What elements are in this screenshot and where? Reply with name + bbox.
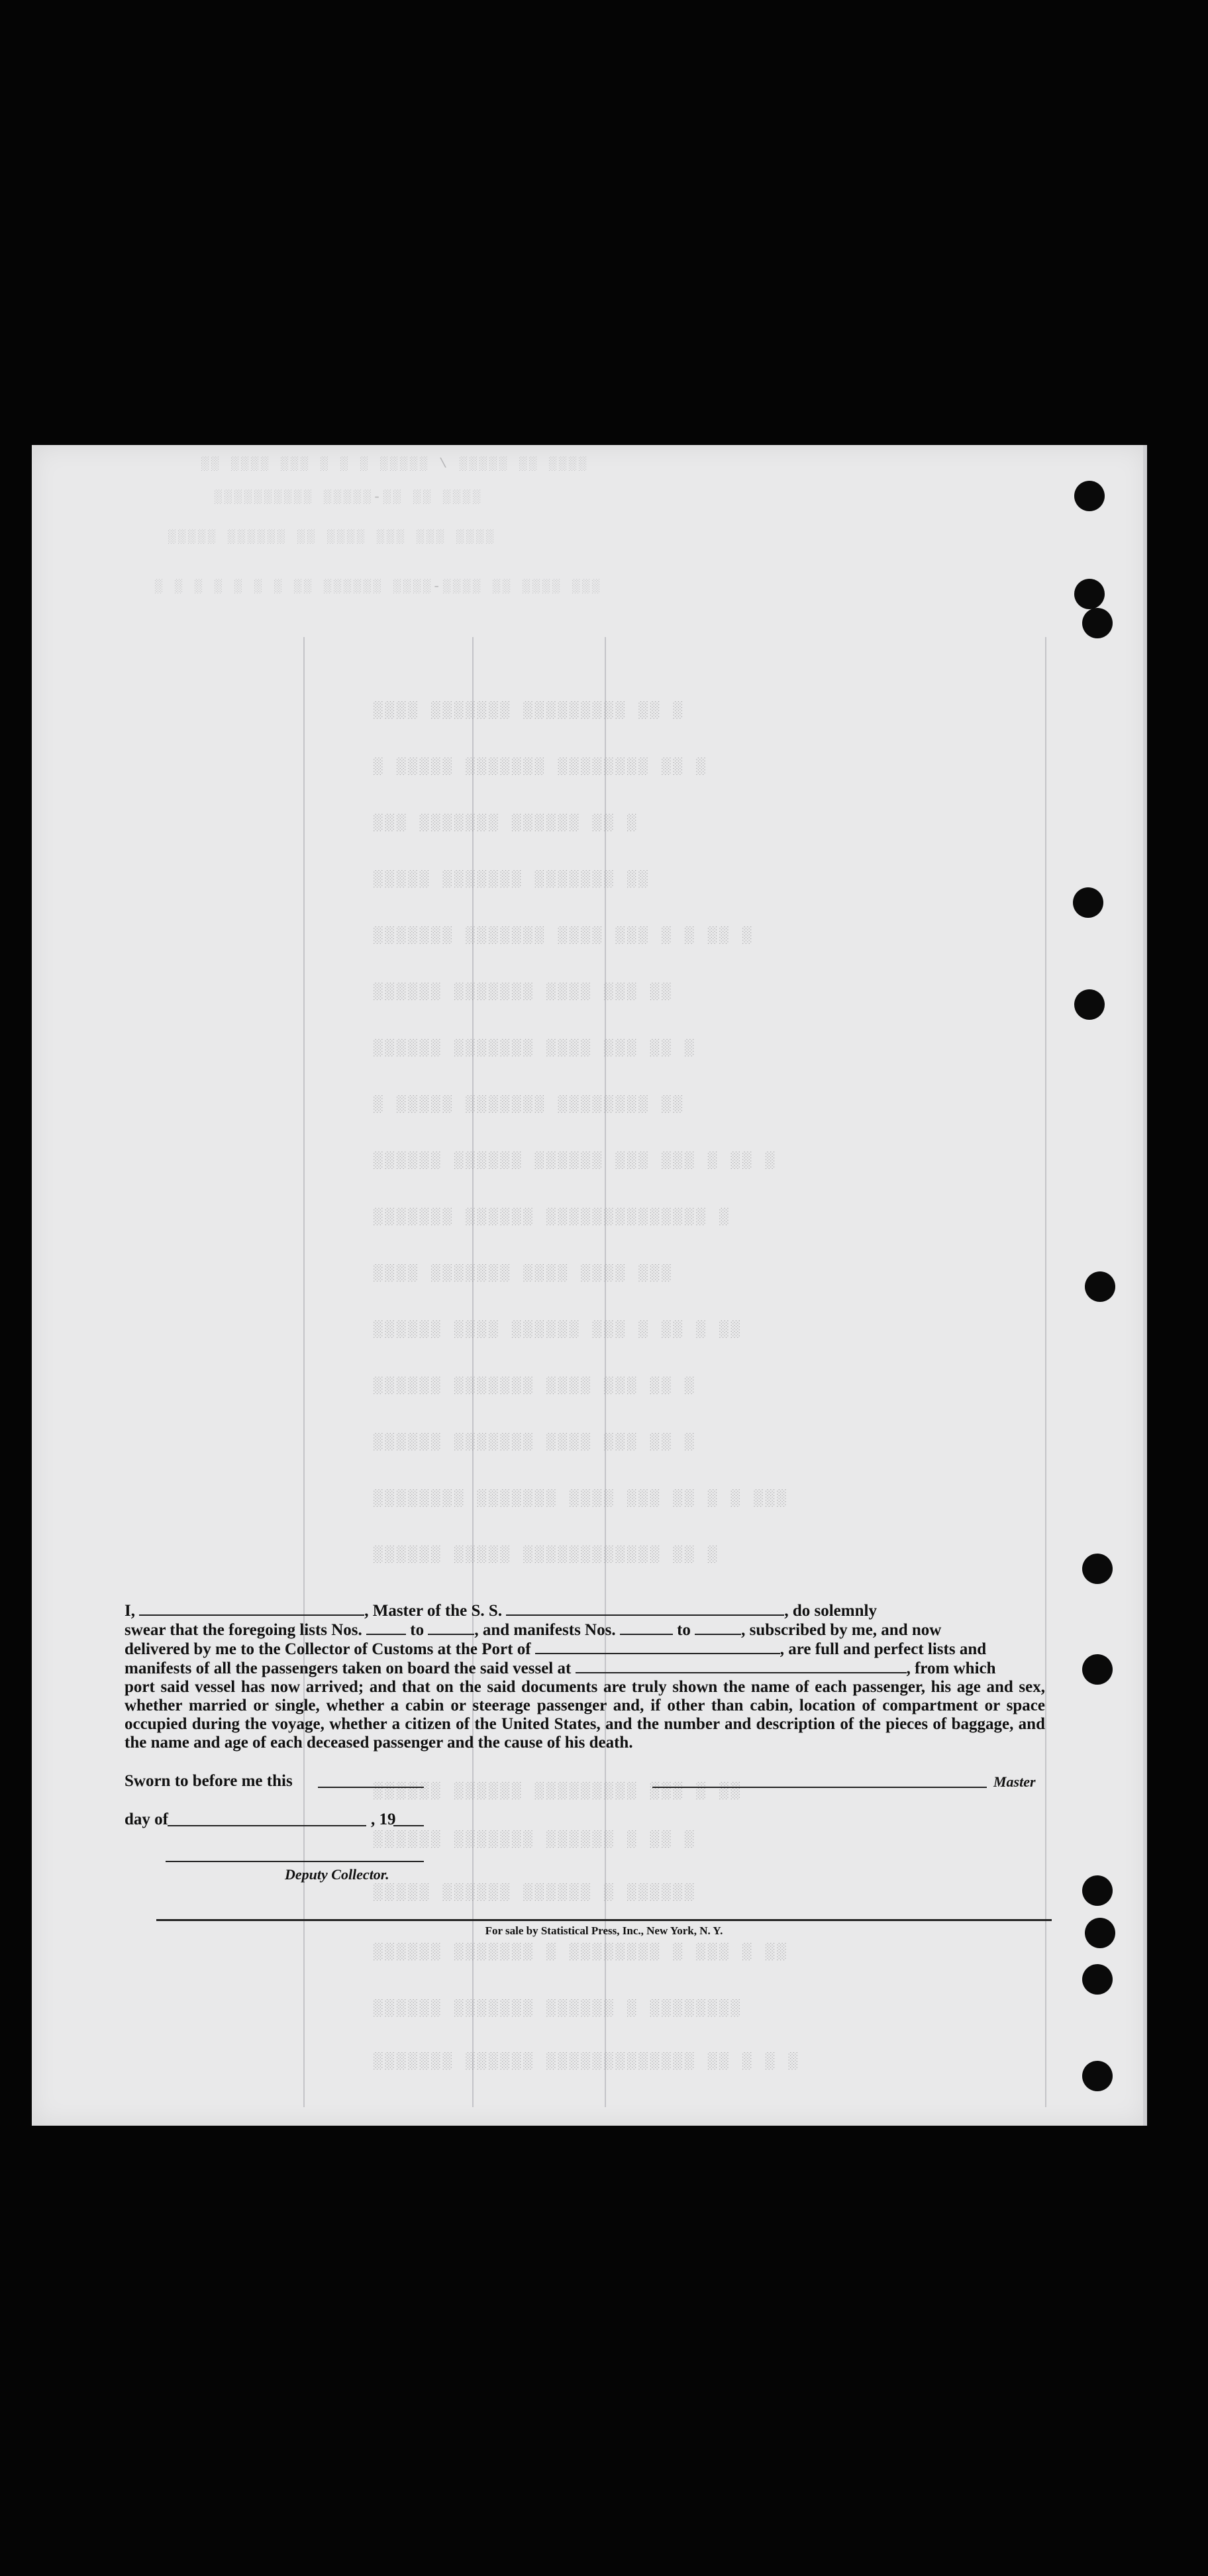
oath-and-manifests: , and manifests Nos.	[474, 1621, 616, 1639]
port-of-arrival-blank	[535, 1640, 780, 1654]
punch-hole	[1082, 1654, 1113, 1685]
punch-hole	[1082, 1554, 1113, 1584]
bleed-through-row: ░░ ░░░░░░░ ░░░░░░░ ░░░░░	[371, 871, 648, 889]
publisher-footer: For sale by Statistical Press, Inc., New York, N. Y.	[485, 1924, 723, 1937]
oath-swear: swear that the foregoing lists Nos.	[125, 1621, 362, 1639]
oath-master-of: , Master of the S. S.	[364, 1602, 503, 1620]
deputy-collector-signature-line	[166, 1861, 424, 1862]
oath-full-perfect: , are full and perfect lists and	[780, 1640, 987, 1658]
bleed-through-header: ░░░ ░░░░ ░░ ░░░░-░░░░ ░░░░░░ ░░ ░ ░ ░ ░ ░ ░ ░	[152, 579, 600, 595]
day-of-label: day of	[125, 1810, 168, 1828]
oath-line-1	[125, 1601, 1045, 1620]
bleed-through-row: ░ ░░ ░ ░░░ ░░░ ░░░░░░ ░░░░░░ ░░░░░░	[371, 1152, 775, 1170]
bleed-through-row: ░ ░░ ░ ░ ░░░ ░░░░ ░░░░░░░ ░░░░░░░	[371, 927, 752, 945]
bleed-through-row: ░ ░░ ░░░ ░░░░ ░░░░░░░ ░░░░░░	[371, 1040, 694, 1058]
oath-to-1: to	[410, 1621, 425, 1639]
year-blank	[393, 1825, 424, 1826]
punch-hole	[1085, 1918, 1115, 1948]
bleed-through-row: ░░░░░░░░ ░ ░░░░░░ ░░░░░░░ ░░░░░░	[371, 2000, 740, 2018]
bleed-through-row: ░░░ ░░░░ ░░░░ ░░░░░░░ ░░░░	[371, 1265, 671, 1283]
sworn-date-blank	[318, 1787, 424, 1788]
bleed-through-row: ░ ░ ░ ░░ ░░░░░░░░░░░░░ ░░░░░░ ░░░░░░░	[371, 2053, 797, 2071]
footer-rule	[156, 1919, 1052, 1921]
bleed-through-header: ░░░░ ░░ ░░░░░ / ░░░░░ ░ ░ ░ ░░░ ░░░░ ░░	[199, 457, 587, 472]
sheet-edge	[1143, 445, 1147, 2126]
lists-to-blank	[428, 1620, 474, 1635]
oath-line-4	[125, 1659, 1045, 1678]
document-sheet	[32, 445, 1147, 2126]
bleed-through-row: ░░ ░ ░░ ░ ░░░ ░░░░░░ ░░░░ ░░░░░░	[371, 1321, 740, 1339]
punch-hole	[1074, 989, 1105, 1020]
oath-subscribed: , subscribed by me, and now	[741, 1621, 942, 1639]
oath-i: I,	[125, 1602, 135, 1620]
master-name-blank	[139, 1601, 364, 1616]
lists-from-blank	[366, 1620, 406, 1635]
oath-line-2	[125, 1620, 1045, 1640]
vessel-name-blank	[506, 1601, 784, 1616]
bleed-through-row: ░ ░░ ░░░░░░░░ ░░░░░░░ ░░░░░ ░	[371, 758, 705, 776]
punch-hole	[1074, 481, 1105, 511]
punch-hole	[1082, 2061, 1113, 2091]
punch-hole	[1085, 1271, 1115, 1302]
oath-to-2: to	[677, 1621, 691, 1639]
year-label: , 19	[371, 1810, 396, 1828]
manifests-to-blank	[695, 1620, 741, 1635]
port-of-departure-blank	[576, 1659, 907, 1673]
bleed-through-row: ░ ░░ ░░░ ░░░░ ░░░░░░░ ░░░░░░	[371, 1377, 694, 1395]
bleed-through-row: ░ ░░ ░ ░░░░░░ ░░░░░░░ ░░░░░░	[371, 1831, 694, 1849]
bleed-through-row: ░░ ░ ░░░ ░░░░░░░░░ ░░░░░░ ░░░░░░	[371, 1783, 740, 1801]
bleed-through-row: ░ ░░ ░░░░░░ ░░░░░░░ ░░░	[371, 815, 636, 832]
oath-do-solemnly: , do solemnly	[784, 1602, 877, 1620]
oath-line-3	[125, 1640, 1045, 1659]
bleed-through-row: ░ ░░ ░░░ ░░░░ ░░░░░░░ ░░░░░░	[371, 1434, 694, 1452]
column-rule	[303, 637, 305, 2107]
oath-delivered: delivered by me to the Collector of Customs at the Port of	[125, 1640, 531, 1658]
bleed-through-row: ░ ░░ ░░░░░░░░░░░░ ░░░░░ ░░░░░░	[371, 1546, 717, 1564]
master-oath-block	[125, 1601, 1045, 1752]
column-rule	[1045, 637, 1046, 2107]
sworn-label: Sworn to before me this	[125, 1772, 293, 1790]
bleed-through-row: ░ ░░░░░░░░░░░░░░ ░░░░░░ ░░░░░░░	[371, 1209, 729, 1226]
punch-hole	[1073, 887, 1103, 918]
master-label: Master	[993, 1773, 1036, 1790]
bleed-through-row: ░░ ░░░ ░░░░ ░░░░░░░ ░░░░░░	[371, 983, 671, 1001]
bleed-through-row: ░░░ ░ ░ ░░ ░░░ ░░░░ ░░░░░░░ ░░░░░░░░	[371, 1490, 786, 1508]
master-signature-line	[652, 1787, 987, 1788]
bleed-through-header: ░░░░ ░░ ░░-░░░░░ ░░░░░░░░░░	[212, 490, 481, 505]
bleed-through-row: ░░ ░ ░░░ ░ ░░░░░░░░ ░ ░░░░░░░ ░░░░░░	[371, 1944, 786, 1961]
bleed-through-header: ░░░░ ░░░ ░░░ ░░░░ ░░ ░░░░░░ ░░░░░	[166, 530, 494, 545]
month-blank	[168, 1825, 366, 1826]
punch-hole	[1082, 1875, 1113, 1906]
punch-hole	[1082, 608, 1113, 638]
deputy-collector-label: Deputy Collector.	[285, 1866, 389, 1883]
oath-from-which: , from which	[906, 1660, 996, 1677]
punch-hole	[1082, 1964, 1113, 1995]
oath-manifests-all: manifests of all the passengers taken on board the said vessel at	[125, 1660, 572, 1677]
bleed-through-row: ░░ ░░░░░░░░ ░░░░░░░ ░░░░░ ░	[371, 1096, 682, 1114]
manifests-from-blank	[620, 1620, 673, 1635]
bleed-through-row: ░░░░░░ ░ ░░░░░░ ░░░░░░ ░░░░░	[371, 1884, 694, 1902]
punch-hole	[1074, 579, 1105, 609]
oath-body: port said vessel has now arrived; and that on the said documents are truly shown the name of each passenger, his age and sex, whether married or single, whether a cabin or steerage passenger and, if other than cabin, location of compartment or space occupied during the voyage, whether a citizen of the United States, and the number and description of the pieces of baggage, and the name and age of each deceased passenger and the cause of his death.	[125, 1678, 1045, 1752]
bleed-through-row: ░ ░░ ░░░░░░░░░ ░░░░░░░ ░░░░	[371, 702, 682, 720]
